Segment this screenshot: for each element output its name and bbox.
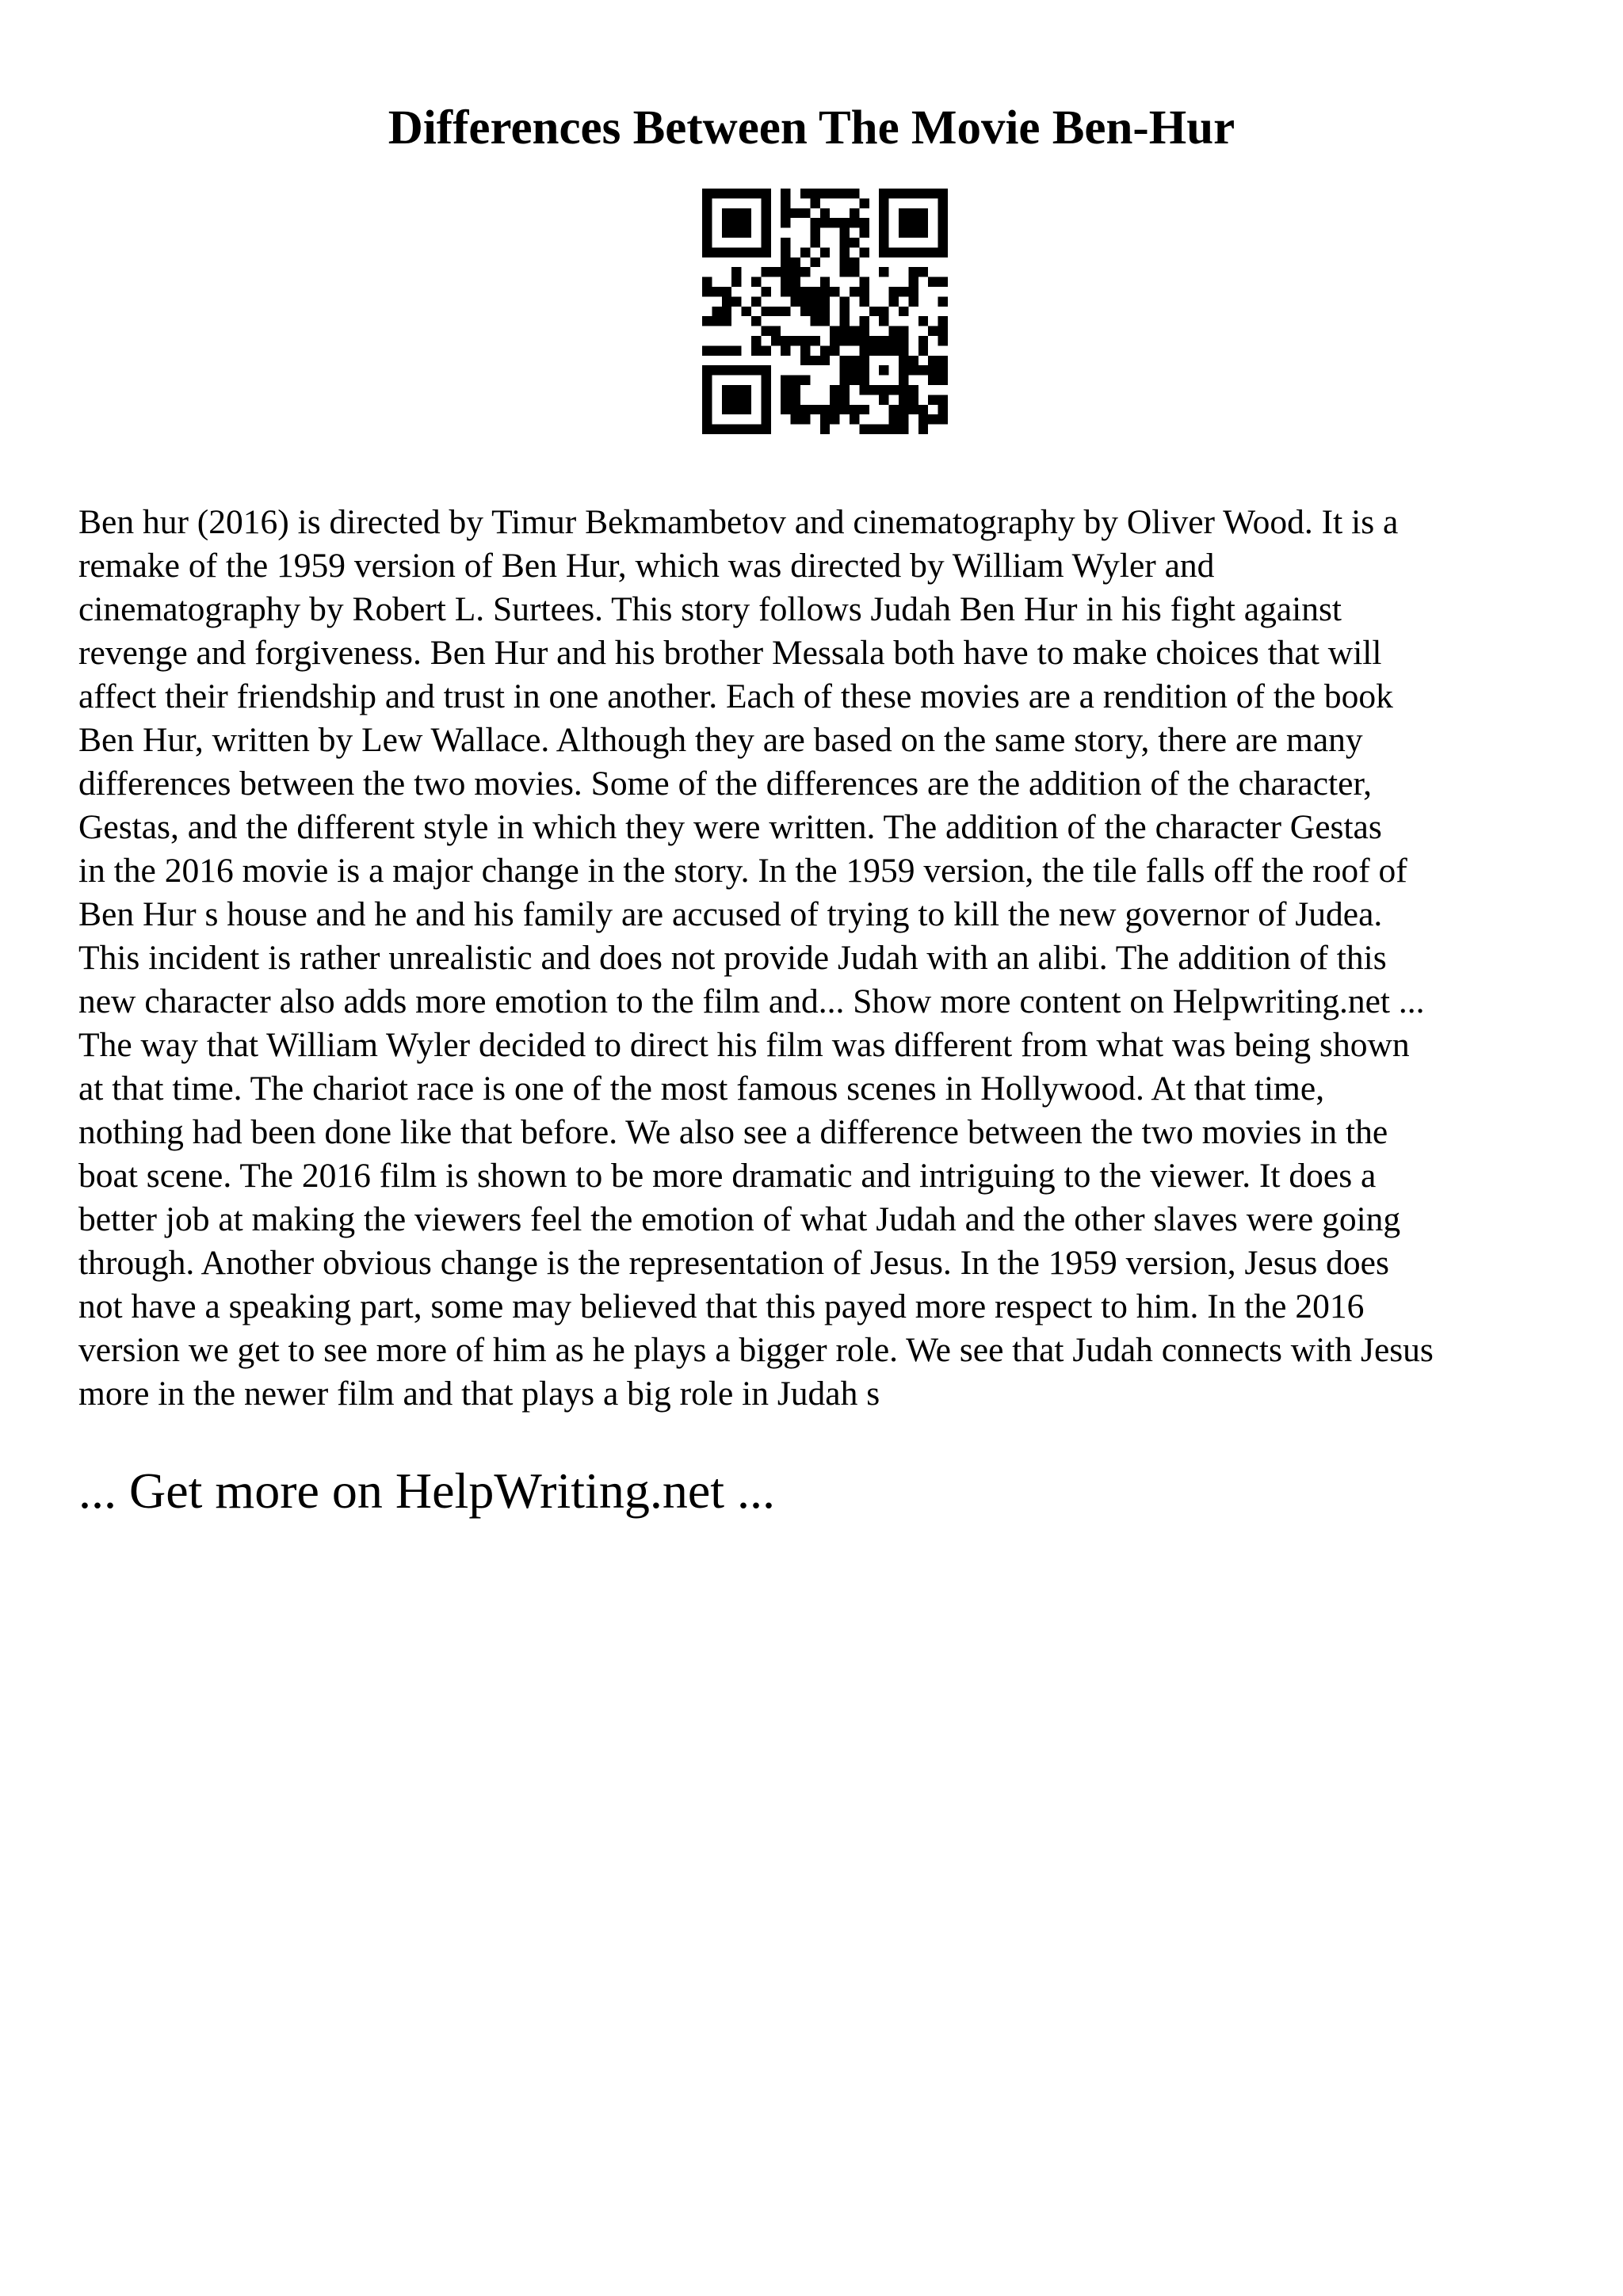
body-line: at that time. The chariot race is one of the most famous scenes in Hollywood. At that time, <box>78 1070 1325 1108</box>
body-line: in the 2016 movie is a major change in the story. In the 1959 version, the tile falls off the roof of <box>78 852 1407 890</box>
body-line: differences between the two movies. Some of the differences are the addition of the character, <box>78 765 1373 803</box>
body-line: nothing had been done like that before. We also see a difference between the two movies in the <box>78 1113 1388 1151</box>
body-line: Ben Hur s house and he and his family are accused of trying to kill the new governor of Judea. <box>78 895 1383 933</box>
body-line: cinematography by Robert L. Surtees. This story follows Judah Ben Hur in his fight against <box>78 590 1342 628</box>
get-more-link[interactable]: ... Get more on HelpWriting.net ... <box>78 1463 775 1519</box>
body-line: Ben Hur, written by Lew Wallace. Although they are based on the same story, there are many <box>78 721 1363 759</box>
body-line: better job at making the viewers feel the emotion of what Judah and the other slaves were going <box>78 1200 1401 1238</box>
body-line: new character also adds more emotion to the film and... Show more content on Helpwriting.net ... <box>78 982 1425 1020</box>
body-line: revenge and forgiveness. Ben Hur and his brother Messala both have to make choices that will <box>78 634 1382 672</box>
body-line: remake of the 1959 version of Ben Hur, which was directed by William Wyler and <box>78 547 1215 585</box>
body-line: The way that William Wyler decided to direct his film was different from what was being shown <box>78 1026 1410 1064</box>
page-title: Differences Between The Movie Ben-Hur <box>388 101 1235 154</box>
body-line: This incident is rather unrealistic and does not provide Judah with an alibi. The addition of this <box>78 939 1387 977</box>
body-line: more in the newer film and that plays a big role in Judah s <box>78 1375 880 1413</box>
qr-code-icon <box>702 189 948 434</box>
body-line: Ben hur (2016) is directed by Timur Bekmambetov and cinematography by Oliver Wood. It is a <box>78 503 1399 541</box>
body-line: Gestas, and the different style in which they were written. The addition of the character Gestas <box>78 808 1382 846</box>
body-paragraph <box>78 501 1552 1416</box>
body-line: boat scene. The 2016 film is shown to be more dramatic and intriguing to the viewer. It does a <box>78 1157 1377 1195</box>
body-line: not have a speaking part, some may believed that this payed more respect to him. In the 2016 <box>78 1287 1365 1325</box>
body-line: through. Another obvious change is the representation of Jesus. In the 1959 version, Jesus does <box>78 1244 1389 1282</box>
body-line: version we get to see more of him as he plays a bigger role. We see that Judah connects with Jesus <box>78 1331 1434 1369</box>
body-line: affect their friendship and trust in one another. Each of these movies are a rendition of the book <box>78 677 1393 715</box>
